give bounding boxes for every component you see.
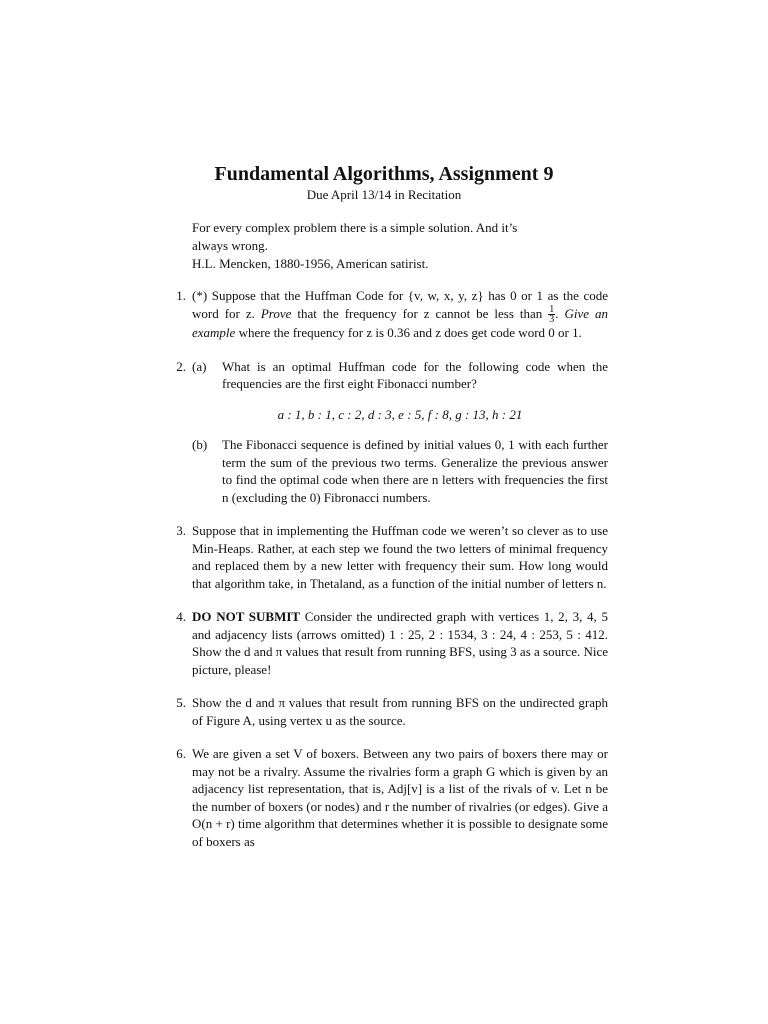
do-not-submit-label: DO NOT SUBMIT xyxy=(192,609,301,625)
problem-5 xyxy=(160,694,608,729)
problem-number: 2. xyxy=(176,358,186,374)
problem-1-text-d: where the frequency for z is 0.36 and z does get code word 0 or 1. xyxy=(238,325,582,341)
subpart-label: (b) xyxy=(192,437,208,453)
problem-number: 5. xyxy=(176,695,186,711)
problem-3-text: Suppose that in implementing the Huffman code we weren’t so clever as to use Min-Heaps. Rather, at each step we found the two letters of minimal frequency and replaced them by a new letter with frequency their sum. How long would that algorithm take, in Thetaland, as a function of the initial number of letters n. xyxy=(192,523,608,591)
problem-2 xyxy=(160,358,608,507)
due-date: Due April 13/14 in Recitation xyxy=(306,187,462,202)
problem-2a-text: What is an optimal Huffman code for the following code when the frequencies are the first eight Fibonacci number? xyxy=(222,358,608,392)
problem-1-text-b: that the frequency for z cannot be less than xyxy=(297,305,543,321)
frequency-list: a : 1, b : 1, c : 2, d : 3, e : 5, f : 8, g : 13, h : 21 xyxy=(277,406,523,422)
problem-2b xyxy=(192,436,608,506)
problem-number: 1. xyxy=(176,288,186,303)
problem-4-text: Consider the undirected graph with vertices 1, 2, 3, 4, 5 and adjacency lists (arrows omitted) 1 : 25, 2 : 1534, 3 : 24, 4 : 253, 5 : 412. Show the d and π values that result from running BFS, using 3 as a source. Nice picture, please! xyxy=(192,609,608,677)
problem-6-text: We are given a set V of boxers. Between any two pairs of boxers there may or may not be a rivalry. Assume the rivalries form a graph G which is given by an adjacency list representation, that is, Adj[v] is a list of the rivals of v. Let n be the number of boxers (or nodes) and r the number of rivalries (or edges). Give a O(n + r) time algorithm that determines whether it is possible to designate some of boxers as xyxy=(192,746,608,849)
problem-2b-text: The Fibonacci sequence is defined by initial values 0, 1 with each further term the sum of the previous two terms. Generalize the previous answer to find the optimal code when there are n letters with frequencies the first n (excluding the 0) Fibronacci numbers. xyxy=(222,437,608,505)
problem-1 xyxy=(160,287,608,342)
subpart-label: (a) xyxy=(192,358,207,374)
problem-4 xyxy=(160,608,608,678)
problem-1-text-a: (*) Suppose that the Huffman Code for {v, w, x, y, z} has 0 or 1 as the code word for z. xyxy=(192,288,608,321)
quote-line-2: always wrong. xyxy=(192,238,268,253)
problem-5-text: Show the d and π values that result from running BFS on the undirected graph of Figure A, using vertex u as the source. xyxy=(192,695,608,728)
problem-1-example: Give an example xyxy=(192,305,609,341)
problem-3 xyxy=(160,522,608,592)
quote-line-1: For every complex problem there is a simple solution. And it’s xyxy=(192,220,518,235)
page-title: Fundamental Algorithms, Assignment 9 xyxy=(214,163,554,185)
fraction-one-third: $\frac{1}{3}$ xyxy=(549,304,555,326)
problem-number: 3. xyxy=(176,523,186,539)
problem-1-text-c: . xyxy=(555,305,559,321)
problem-6 xyxy=(160,745,608,850)
epigraph xyxy=(192,219,602,273)
problem-number: 6. xyxy=(176,746,186,762)
problem-2a xyxy=(192,358,608,393)
problem-list xyxy=(160,287,608,866)
problem-1-prove: Prove xyxy=(260,305,292,321)
quote-attribution: H.L. Mencken, 1880-1956, American satirist. xyxy=(192,256,429,271)
problem-number: 4. xyxy=(176,609,186,625)
